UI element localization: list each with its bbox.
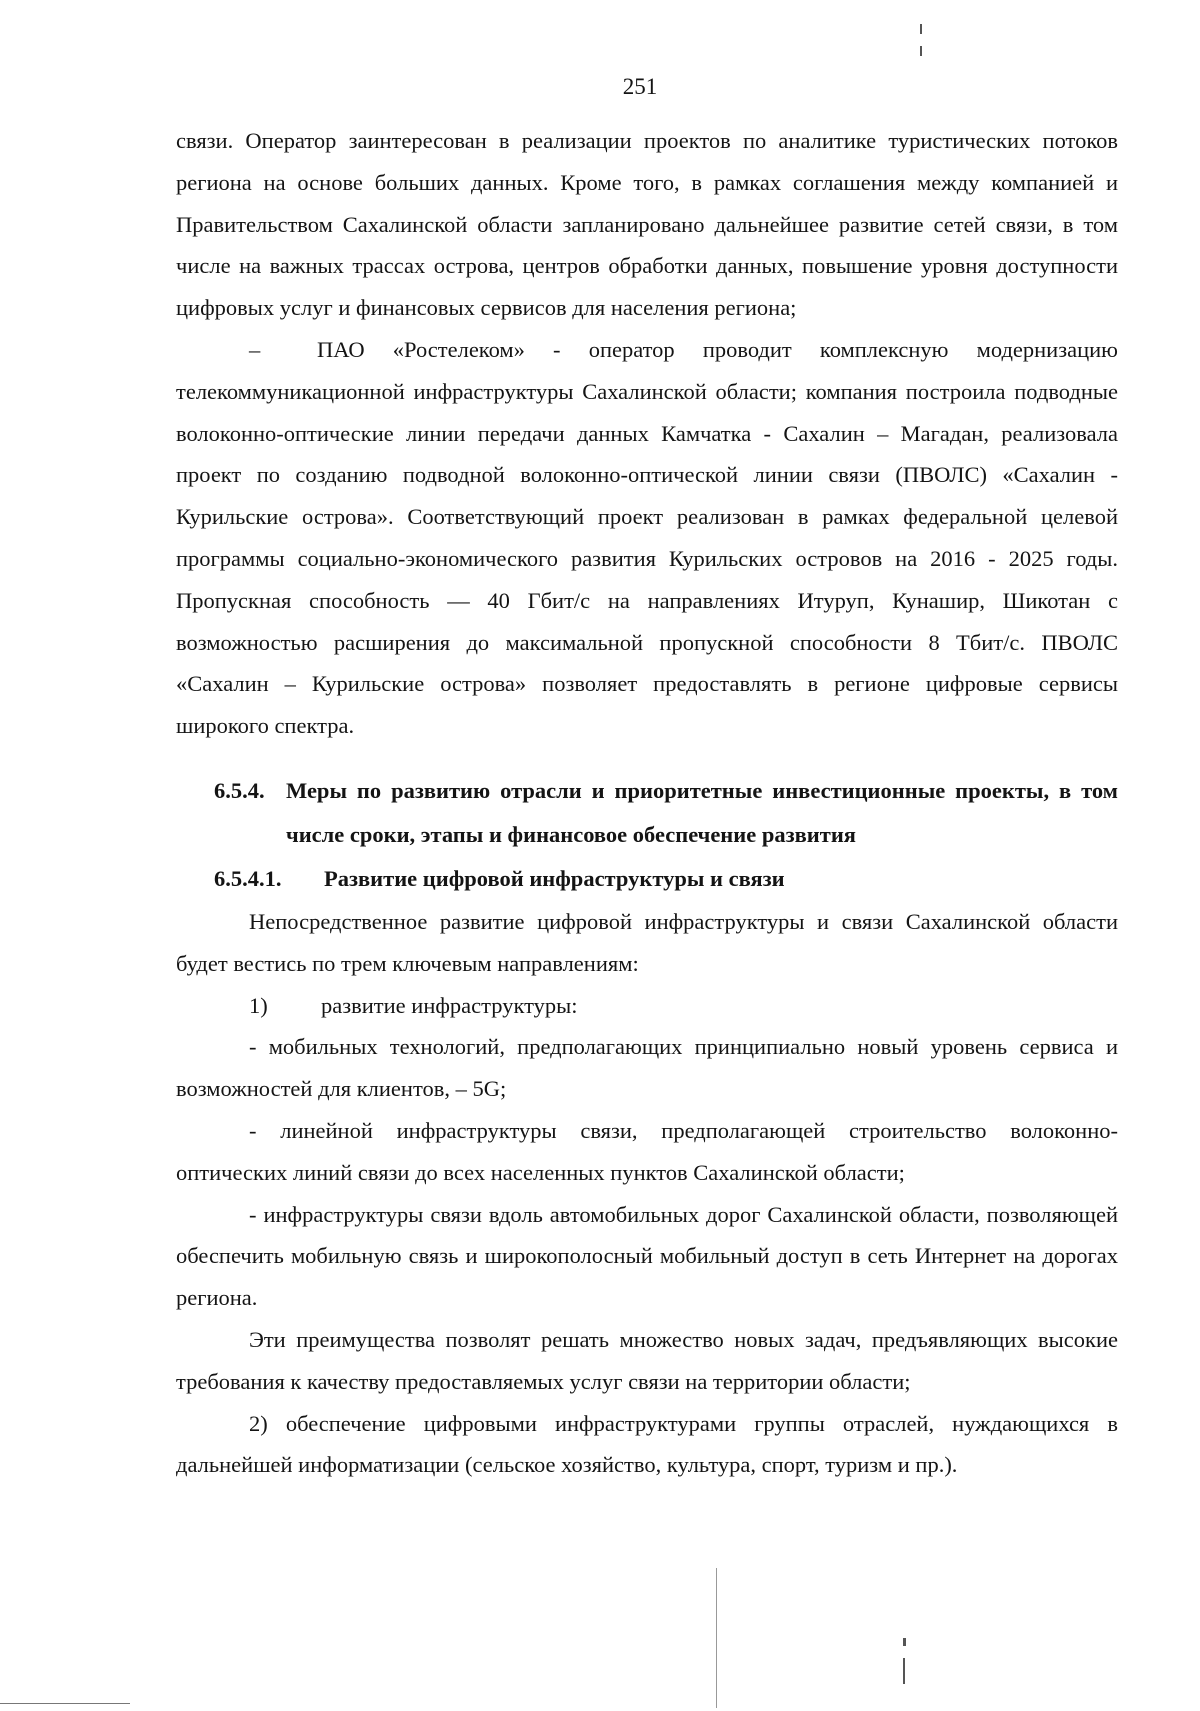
- numbered-item: [176, 985, 1118, 1027]
- paragraph: - инфраструктуры связи вдоль автомобильных дорог Сахалинской области, позволяющей обеспечить мобильную связь и широкополосный мобильный доступ в сеть Интернет на дорогах региона.: [176, 1201, 1118, 1311]
- paragraph: Непосредственное развитие цифровой инфраструктуры и связи Сахалинской области будет вестись по трем ключевым направлениям:: [176, 908, 1118, 976]
- subsection-title: Развитие цифровой инфраструктуры и связи: [324, 865, 785, 891]
- section-number: 6.5.4.: [214, 777, 265, 803]
- page-content: [176, 120, 1118, 1486]
- list-dash: –: [249, 336, 261, 362]
- page-number: 251: [622, 74, 658, 99]
- scan-artifact: [903, 1658, 905, 1684]
- scan-artifact: [903, 1638, 906, 1646]
- item-text: развитие инфраструктуры:: [321, 992, 578, 1018]
- scan-artifact: [920, 46, 922, 56]
- scan-artifact: [920, 24, 922, 34]
- scan-artifact: [716, 1568, 717, 1708]
- paragraph-text: ПАО «Ростелеком» - оператор проводит комплексную модернизацию телекоммуникационной инфраструктуры Сахалинской области; компания построила подводные волоконно-оптические линии передачи данных Камчатка - Сахалин – Магадан, реализовала проект по созданию подводной волоконно-оптической линии связи (ПВОЛС) «Сахалин - Курильские острова». Соответствующий проект реализован в рамках федеральной целевой программы социально-экономического развития Курильских островов на 2016 - 2025 годы. Пропускная способность — 40 Гбит/с на направлениях Итуруп, Кунашир, Шикотан с возможностью расширения до максимальной пропускной способности 8 Тбит/с. ПВОЛС «Сахалин – Курильские острова» позволяет предоставлять в регионе цифровые сервисы широкого спектра.: [176, 336, 1118, 739]
- section-title: Меры по развитию отрасли и приоритетные инвестиционные проекты, в том числе сроки, этапы и финансовое обеспечение развития: [286, 777, 1118, 847]
- dash-list-item: [176, 329, 1118, 747]
- paragraph: связи. Оператор заинтересован в реализации проектов по аналитике туристических потоков региона на основе больших данных. Кроме того, в рамках соглашения между компанией и Правительством Сахалинской области запланировано дальнейшее развитие сетей связи, в том числе на важных трассах острова, центров обработки данных, повышение уровня доступности цифровых услуг и финансовых сервисов для населения региона;: [176, 128, 1118, 321]
- paragraph: - линейной инфраструктуры связи, предполагающей строительство волоконно-оптических линий связи до всех населенных пунктов Сахалинской области;: [176, 1117, 1118, 1185]
- scan-artifact: [0, 1703, 130, 1704]
- paragraph: Эти преимущества позволят решать множество новых задач, предъявляющих высокие требования к качеству предоставляемых услуг связи на территории области;: [176, 1326, 1118, 1394]
- item-number: 1): [249, 992, 268, 1018]
- paragraph: - мобильных технологий, предполагающих принципиально новый уровень сервиса и возможностей для клиентов, – 5G;: [176, 1034, 1118, 1102]
- paragraph: 2) обеспечение цифровыми инфраструктурами группы отраслей, нуждающихся в дальнейшей информатизации (сельское хозяйство, культура, спорт, туризм и пр.).: [176, 1410, 1118, 1478]
- subsection-heading: [176, 857, 1118, 901]
- subsection-number: 6.5.4.1.: [214, 865, 282, 891]
- section-heading: [176, 769, 1118, 857]
